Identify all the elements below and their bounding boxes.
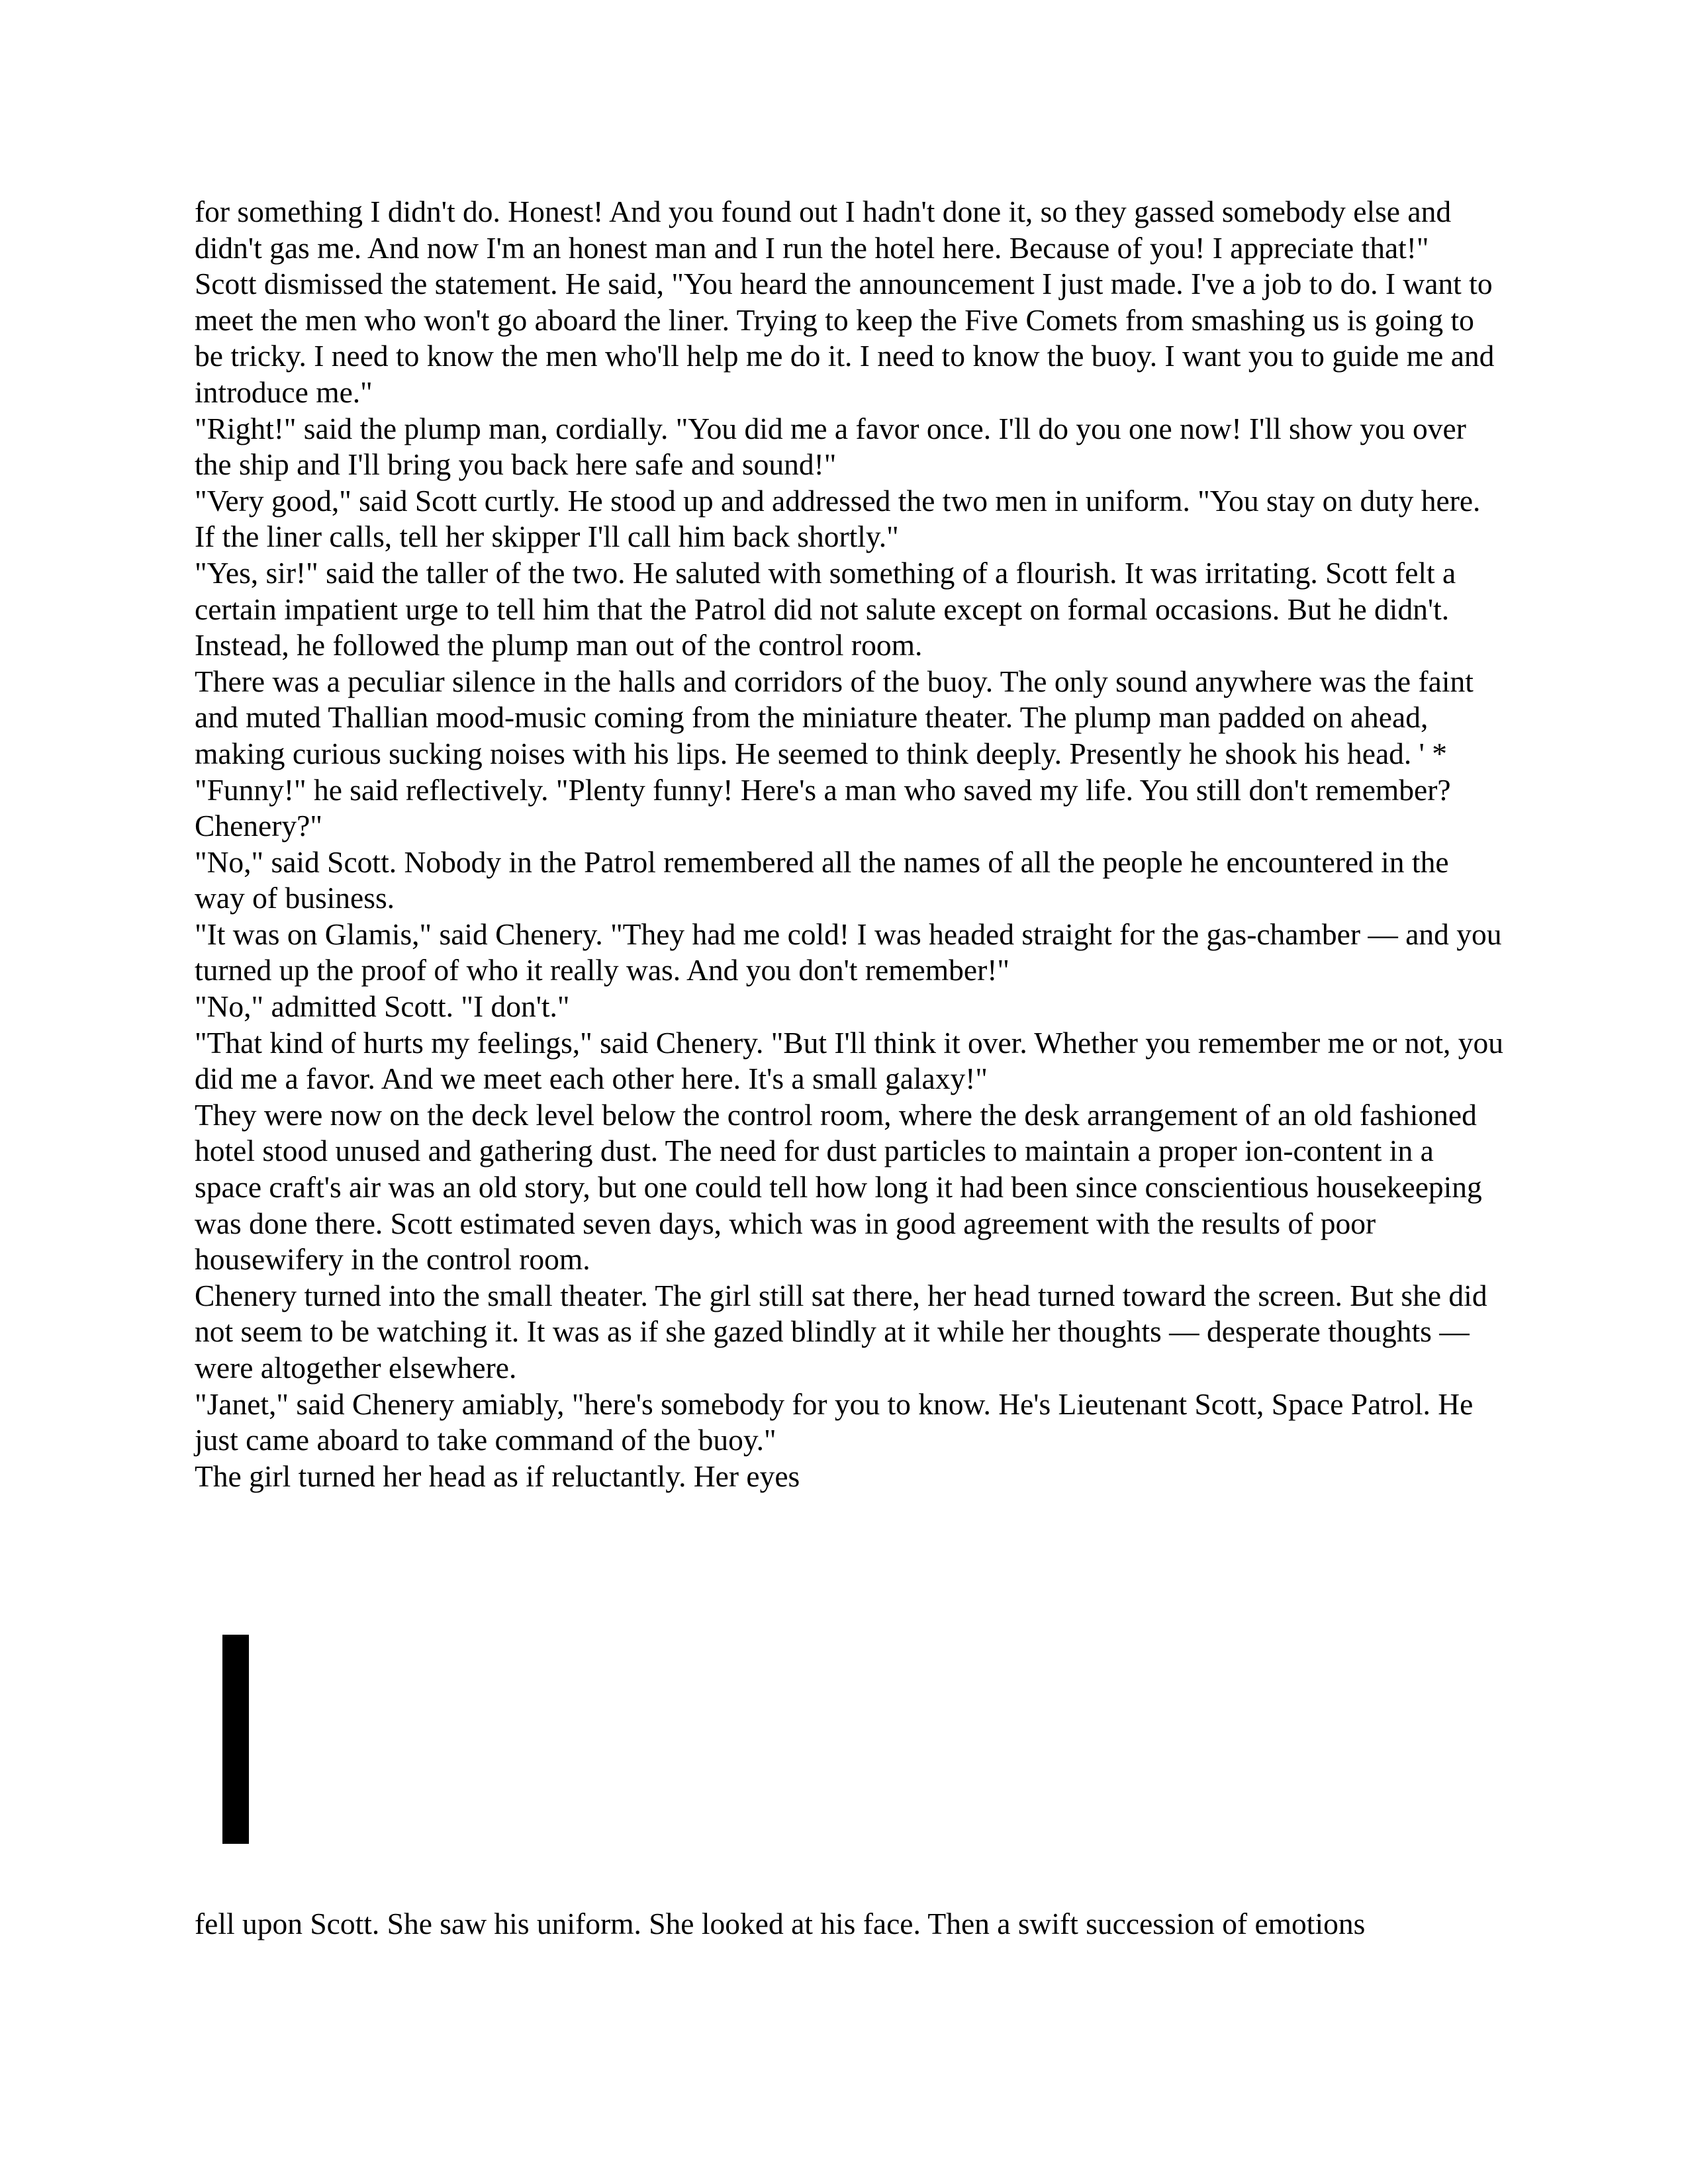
paragraph: There was a peculiar silence in the halls and corridors of the buoy. The only sound anywhere was the faint and muted Thallian mood-music coming from the miniature theater. The plump man padded on ahead, making curious sucking noises with his lips. He seemed to think deeply. Presently he shook his head. ' *	[195, 664, 1474, 770]
paragraph: "No," admitted Scott. "I don't."	[195, 989, 570, 1024]
paragraph: "That kind of hurts my feelings," said Chenery. "But I'll think it over. Whether you remember me or not, you did me a favor. And we meet each other here. It's a small galaxy!"	[195, 1025, 1504, 1096]
paragraph: "Janet," said Chenery amiably, "here's somebody for you to know. He's Lieutenant Scott, Space Patrol. He just came aboard to take command of the buoy."	[195, 1387, 1474, 1457]
body-text	[195, 194, 1505, 1494]
paragraph: "No," said Scott. Nobody in the Patrol remembered all the names of all the people he encountered in the way of business.	[195, 844, 1449, 915]
paragraph: "Yes, sir!" said the taller of the two. He saluted with something of a flourish. It was irritating. Scott felt a certain impatient urge to tell him that the Patrol did not salute except on formal occasions. But he didn't. Instead, he followed the plump man out of the control room.	[195, 555, 1456, 662]
trailing-paragraph: fell upon Scott. She saw his uniform. She looked at his face. Then a swift succession of emotions	[195, 1907, 1366, 1940]
paragraph: for something I didn't do. Honest! And you found out I hadn't done it, so they gassed somebody else and didn't gas me. And now I'm an honest man and I run the hotel here. Because of you! I appreciate that!"	[195, 195, 1452, 265]
paragraph: Scott dismissed the statement. He said, "You heard the announcement I just made. I've a job to do. I want to meet the men who won't go aboard the liner. Trying to keep the Five Comets from smashing us is going to be tricky. I need to know the men who'll help me do it. I need to know the buoy. I want you to guide me and introduce me."	[195, 267, 1495, 409]
paragraph: The girl turned her head as if reluctantly. Her eyes	[195, 1459, 800, 1493]
black-bar-artifact	[222, 1635, 249, 1844]
paragraph: "Very good," said Scott curtly. He stood up and addressed the two men in uniform. "You stay on duty here. If the liner calls, tell her skipper I'll call him back shortly."	[195, 483, 1481, 554]
paragraph: "It was on Glamis," said Chenery. "They had me cold! I was headed straight for the gas-chamber — and you turned up the proof of who it really was. And you don't remember!"	[195, 917, 1502, 987]
paragraph: "Funny!" he said reflectively. "Plenty funny! Here's a man who saved my life. You still don't remember? Chenery?"	[195, 772, 1451, 843]
paragraph: "Right!" said the plump man, cordially. "You did me a favor once. I'll do you one now! I'll show you over the ship and I'll bring you back here safe and sound!"	[195, 411, 1466, 482]
paragraph: They were now on the deck level below the control room, where the desk arrangement of an old fashioned hotel stood unused and gathering dust. The need for dust particles to maintain a proper ion-content in a space craft's air was an old story, but one could tell how long it had been since conscientious housekeeping was done there. Scott estimated seven days, which was in good agreement with the results of poor housewifery in the control room.	[195, 1097, 1482, 1277]
paragraph: Chenery turned into the small theater. The girl still sat there, her head turned toward the screen. But she did not seem to be watching it. It was as if she gazed blindly at it while her thoughts — desperate thoughts — were altogether elsewhere.	[195, 1278, 1487, 1385]
